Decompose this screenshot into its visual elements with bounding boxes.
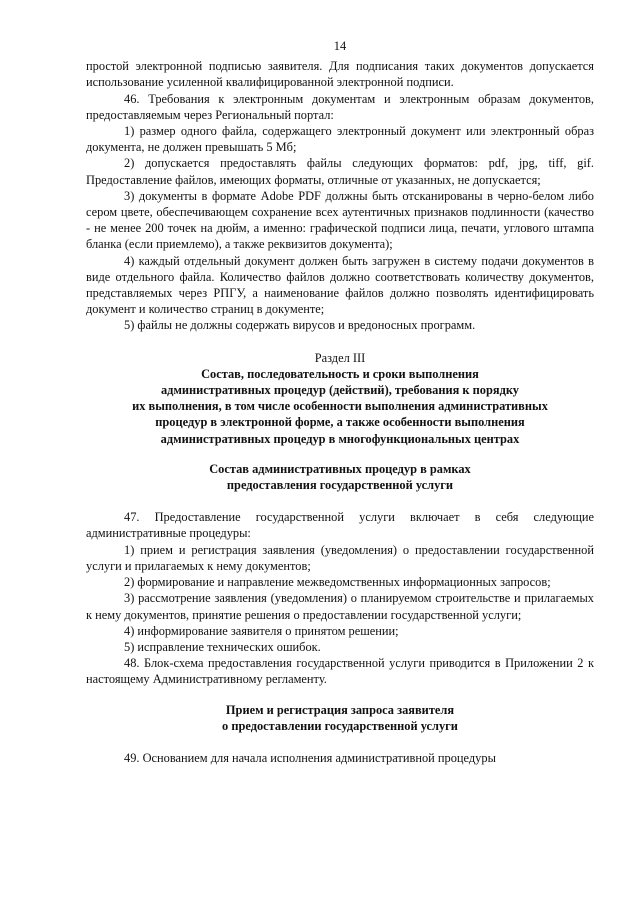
subheading-reception [86, 702, 594, 734]
list-item-46-3: 3) документы в формате Adobe PDF должны быть отсканированы в черно-белом либо сером цвете, обеспечивающем сохранение всех аутентичных признаков подлинности (качество - не менее 200 точек на дюйм, а именно: графической подписи лица, печати, углового штампа бланка (если приемлемо), а также реквизитов документа); [86, 188, 594, 252]
paragraph-48: 48. Блок-схема предоставления государственной услуги приводится в Приложении 2 к настоящему Административному регламенту. [86, 656, 594, 687]
list-item-46-2: 2) допускается предоставлять файлы следующих форматов: pdf, jpg, tiff, gif. Предоставление файлов, имеющих форматы, отличные от указанных, не допускается; [86, 156, 594, 187]
list-item-46-4: 4) каждый отдельный документ должен быть загружен в систему подачи документов в виде отдельного файла. Количество файлов должно соответствовать количеству документов, представляемых через РПГУ, а наименование файлов должно позволять идентифицировать документ и количество страниц в документе; [86, 253, 594, 317]
page-number: 14 [333, 39, 347, 53]
subheading-line: Прием и регистрация запроса заявителя [225, 702, 455, 717]
subheading-line: Состав административных процедур в рамках [209, 461, 471, 476]
section-title [86, 366, 594, 447]
paragraph-49: 49. Основанием для начала исполнения административной процедуры [124, 750, 496, 765]
list-item-47-1: 1) прием и регистрация заявления (уведомления) о предоставлении государственной услуги и прилагаемых к нему документов; [86, 542, 594, 573]
list-item-47-4: 4) информирование заявителя о принятом решении; [124, 623, 399, 638]
section-title-line: Состав, последовательность и сроки выполнения [201, 366, 479, 381]
list-item-46-1: 1) размер одного файла, содержащего электронный документ или электронный образ документа, не должен превышать 5 Мб; [86, 124, 594, 155]
subheading-line: о предоставлении государственной услуги [222, 718, 458, 733]
document-page [86, 38, 594, 766]
list-item-47-2: 2) формирование и направление межведомственных информационных запросов; [124, 575, 551, 590]
section-title-line: административных процедур (действий), требования к порядку [160, 383, 519, 398]
list-item-46-5: 5) файлы не должны содержать вирусов и вредоносных программ. [124, 318, 476, 333]
section-label: Раздел III [314, 350, 366, 365]
list-item-47-3: 3) рассмотрение заявления (уведомления) о планируемом строительстве и прилагаемых к нему документов, принятие решения о предоставлении государственной услуги; [86, 591, 594, 622]
section-title-line: процедур в электронной форме, а также особенности выполнения [155, 415, 525, 430]
subheading-line: предоставления государственной услуги [226, 478, 454, 493]
subheading-composition [86, 461, 594, 493]
paragraph-46: 46. Требования к электронным документам и электронным образам документов, предоставляемым через Региональный портал: [86, 91, 594, 122]
paragraph-47: 47. Предоставление государственной услуги включает в себя следующие административные процедуры: [86, 510, 594, 541]
paragraph-continuation: простой электронной подписью заявителя. Для подписания таких документов допускается использование усиленной квалифицированной электронной подписи. [86, 59, 594, 90]
list-item-47-5: 5) исправление технических ошибок. [124, 639, 321, 654]
section-title-line: их выполнения, в том числе особенности выполнения административных [132, 399, 548, 414]
section-title-line: административных процедур в многофункциональных центрах [160, 431, 520, 446]
